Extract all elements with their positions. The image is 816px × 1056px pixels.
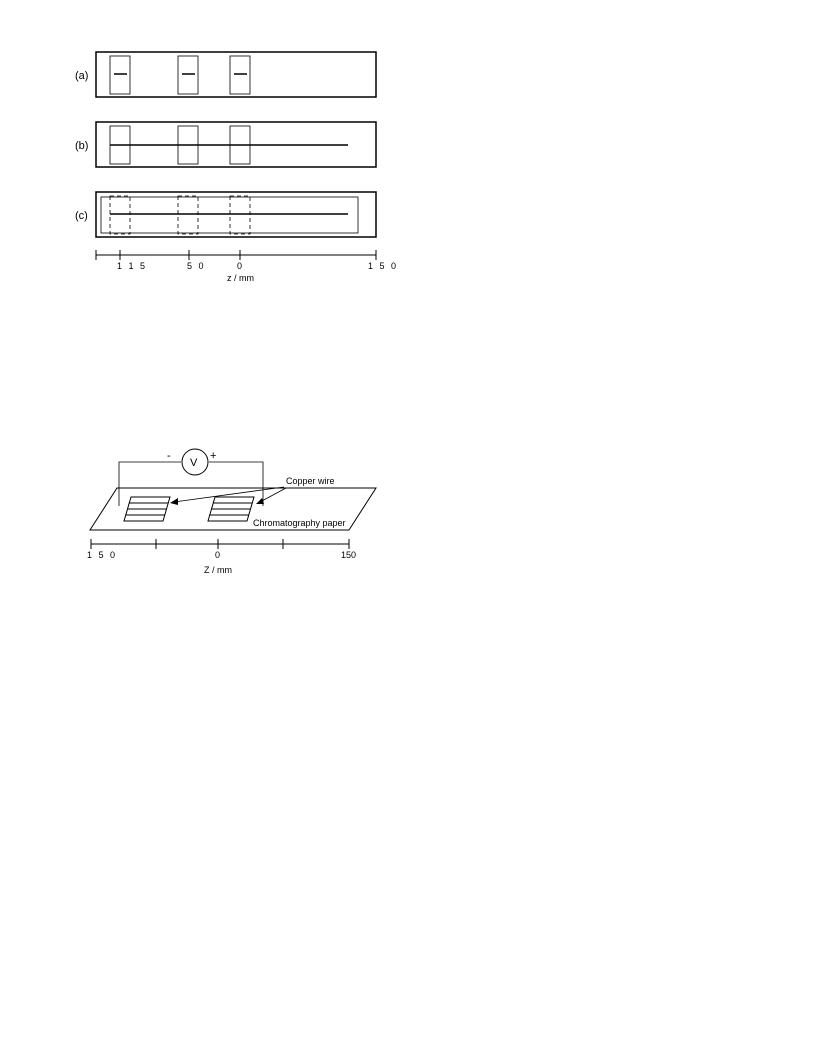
arrow-line-left — [174, 487, 284, 502]
axis-label: z / mm — [227, 273, 254, 283]
minus-terminal: - — [167, 450, 171, 462]
panel-c — [75, 192, 376, 237]
panel-a-label: (a) — [75, 70, 89, 82]
panel-a — [75, 52, 376, 97]
chromatography-paper-label: Chromatography paper — [253, 518, 346, 528]
circuit-wire-right — [209, 462, 263, 506]
figure-1-axis — [96, 250, 398, 283]
panel-b — [75, 122, 376, 167]
tick-label: 5 0 — [187, 261, 206, 271]
electrode-box — [178, 56, 198, 94]
tick-label: 0 — [237, 261, 245, 271]
panel-c-label: (c) — [75, 210, 88, 222]
figure-1 — [75, 52, 398, 283]
voltmeter-symbol: V — [190, 457, 198, 469]
electrode-box — [110, 56, 130, 94]
tick-label: 1 5 0 — [368, 261, 399, 271]
dashed-electrode-box — [230, 196, 250, 234]
panel-b-label: (b) — [75, 140, 89, 152]
inner-frame — [101, 197, 358, 233]
tick-label: 0 — [215, 550, 221, 560]
copper-wire-label: Copper wire — [286, 476, 335, 486]
arrow-head-left — [170, 498, 178, 505]
figure-2 — [87, 449, 376, 575]
tick-label: 1 1 5 — [117, 261, 148, 271]
copper-grid-left — [124, 497, 170, 521]
circuit-wire-left — [119, 462, 181, 506]
figure-2-axis — [87, 539, 356, 575]
tick-label: 1 5 0 — [87, 550, 118, 560]
dashed-electrode-box — [178, 196, 198, 234]
dashed-electrode-box — [110, 196, 130, 234]
axis-label: Z / mm — [204, 565, 232, 575]
plus-terminal: + — [210, 450, 217, 462]
copper-grid-right — [208, 497, 254, 521]
tick-label: 150 — [341, 550, 357, 560]
electrode-box — [230, 56, 250, 94]
